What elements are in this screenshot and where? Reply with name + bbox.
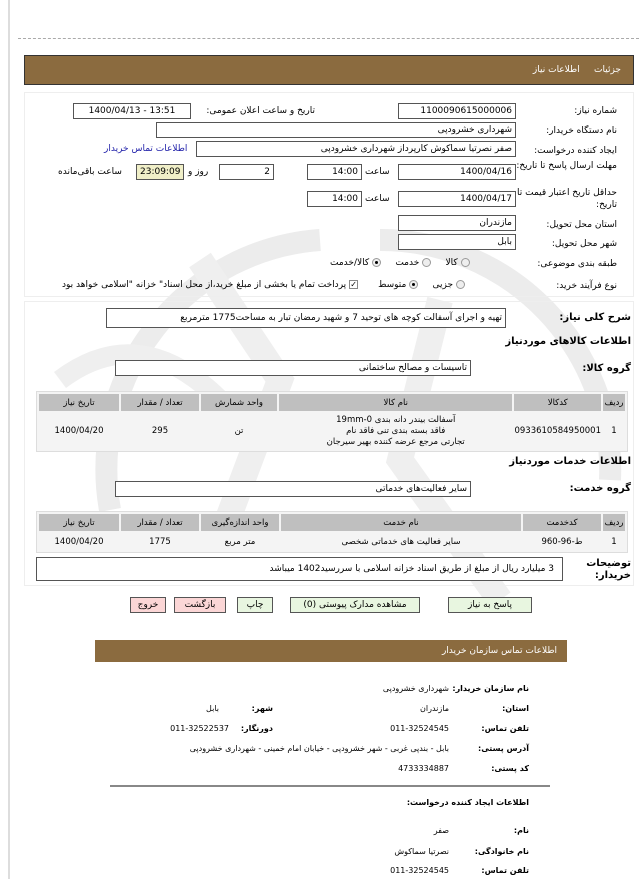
left-border (8, 0, 10, 879)
announce-label: تاریخ و ساعت اعلان عمومی: (206, 106, 315, 116)
payment-checkbox[interactable]: ✓ (350, 280, 357, 289)
remaining-label: ساعت باقی‌مانده (58, 167, 122, 177)
cell-date: 1400/04/20 (39, 413, 119, 449)
process-label: نوع فرآیند خرید: (556, 281, 617, 291)
days-label: روز و (188, 167, 209, 177)
process-radios (62, 279, 465, 291)
validity-time-field: 14:00 (307, 191, 362, 207)
radio-goods-label: کالا (445, 258, 458, 268)
buyer-label: نام دستگاه خریدار: (546, 126, 617, 136)
days-field: 2 (219, 164, 274, 180)
services-group-field: سایر فعالیت‌های خدماتی (115, 481, 471, 497)
phone-label: تلفن تماس: (481, 724, 529, 733)
services-group-label: گروه خدمت: (569, 483, 631, 494)
goods-group-label: گروه کالا: (582, 363, 631, 374)
goods-table (36, 391, 628, 452)
deadline-label: مهلت ارسال پاسخ تا تاریخ: (516, 161, 617, 171)
cell-date: 1400/04/20 (39, 533, 119, 550)
family-value: نصرتیا سماکوش (394, 847, 449, 856)
goods-group-field: تاسیسات و مصالح ساختمانی (115, 360, 471, 376)
creator-field: صفر نصرتیا سماکوش کارپرداز شهرداری خشرودپی (196, 141, 516, 157)
org-value: شهرداری خشرودپی (382, 684, 449, 693)
contact-city-label: شهر: (251, 704, 273, 713)
col-qty: تعداد / مقدار (121, 394, 199, 411)
creator-label: ایجاد کننده درخواست: (534, 146, 617, 156)
goods-title: اطلاعات کالاهای موردنیاز (505, 336, 631, 347)
radio-service-label: خدمت (395, 258, 420, 268)
name-value: صفر (433, 826, 449, 835)
deadline-time-field: 14:00 (307, 164, 362, 180)
col-unit: واحد اندازه‌گیری (201, 514, 279, 531)
cell-row: 1 (603, 533, 625, 550)
cell-row: 1 (603, 413, 625, 449)
cell-code: 0933610584950001 (514, 413, 601, 449)
col-name: نام کالا (279, 394, 512, 411)
radio-service[interactable] (422, 258, 431, 267)
table-row (39, 533, 625, 550)
cell-unit: متر مربع (201, 533, 279, 550)
cell-unit: تن (201, 413, 277, 449)
cell-name (279, 413, 512, 449)
goods-table-header (39, 394, 625, 411)
contact-title: اطلاعات تماس سازمان خریدار (441, 646, 557, 656)
remaining-time-field: 23:09:09 (136, 164, 184, 180)
deadline-time-label: ساعت (365, 167, 390, 177)
print-button[interactable]: چاپ (237, 597, 273, 613)
description-label: شرح کلی نیاز: (559, 312, 631, 323)
city-label: شهر محل تحویل: (551, 239, 617, 249)
description-field: تهیه و اجرای آسفالت کوچه های توحید 7 و شهید رمضان تبار به مساحت1775 مترمربع (106, 308, 506, 328)
city-field: بابل (398, 234, 516, 250)
need-number-field: 1100090615000006 (398, 103, 516, 119)
col-code: کدخدمت (523, 514, 601, 531)
contact-province: مازندران (420, 704, 449, 713)
cell-name: سایر فعالیت های خدماتی شخصی (281, 533, 521, 550)
contact-title-bar (95, 640, 567, 662)
validity-label: حداقل تاریخ اعتبار قیمت تا تاریخ: (517, 188, 617, 210)
radio-goods-service[interactable] (372, 258, 381, 267)
col-date: تاریخ نیاز (39, 394, 119, 411)
notes-label: توضیحات خریدار: (586, 558, 631, 581)
view-attachments-button[interactable]: مشاهده مدارک پیوستی (0) (290, 597, 420, 613)
buyer-field: شهرداری خشرودپی (156, 122, 516, 138)
creator-info-title: اطلاعات ایجاد کننده درخواست: (406, 798, 529, 807)
postal-value: 4733334887 (398, 764, 449, 773)
services-table-header (39, 514, 625, 531)
fax-value: 011-32522537 (170, 724, 229, 733)
phone-value: 011-32524545 (390, 724, 449, 733)
validity-date-field: 1400/04/17 (398, 191, 516, 207)
address-label: آدرس پستی: (478, 744, 529, 753)
tab-details[interactable]: جزئیات (594, 65, 621, 75)
back-button[interactable]: بازگشت (174, 597, 226, 613)
need-number-label: شماره نیاز: (574, 106, 617, 116)
col-row: ردیف (603, 514, 625, 531)
col-qty: تعداد / مقدار (121, 514, 199, 531)
col-unit: واحد شمارش (201, 394, 277, 411)
notes-field: 3 میلیارد ریال از مبلغ از طریق اسناد خزانه اسلامی با سررسید1402 میباشد (36, 557, 563, 581)
radio-minor[interactable] (456, 280, 465, 289)
category-radios (330, 257, 470, 269)
exit-button[interactable]: خروج (130, 597, 166, 613)
cell-name-line: فاقد بسته بندی تنی فاقد نام (346, 425, 446, 436)
cell-name-line: آسفالت بیندر دانه بندی 0-19mm (336, 414, 456, 425)
radio-medium[interactable] (409, 280, 418, 289)
col-name: نام خدمت (281, 514, 521, 531)
creator-phone-label: تلفن تماس: (481, 866, 529, 875)
contact-divider (110, 785, 550, 787)
validity-time-label: ساعت (365, 194, 390, 204)
category-label: طبقه بندی موضوعی: (537, 259, 617, 269)
col-date: تاریخ نیاز (39, 514, 119, 531)
table-row (39, 413, 625, 449)
fax-label: دورنگار: (240, 724, 273, 733)
address-value: بابل - بندپی غربی - شهر خشرودپی - خیابان امام خمینی - شهرداری خشرودپی (189, 744, 449, 753)
cell-qty: 1775 (121, 533, 199, 550)
org-label: نام سازمان خریدار: (452, 684, 529, 693)
contact-city: بابل (206, 704, 219, 713)
payment-note: پرداخت تمام یا بخشی از مبلغ خرید،از محل اسناد" خزانه "اسلامی خواهد بود (62, 280, 347, 290)
page-header-bar (24, 55, 634, 85)
radio-minor-label: جزیی (432, 280, 454, 290)
col-row: ردیف (603, 394, 625, 411)
postal-label: کد پستی: (491, 764, 529, 773)
creator-phone-value: 011-32524545 (390, 866, 449, 875)
deadline-date-field: 1400/04/16 (398, 164, 516, 180)
cell-name-line: تجارتی مرجع عرضه کننده بهیر سیرجان (326, 436, 465, 447)
radio-goods[interactable] (461, 258, 470, 267)
col-code: کدکالا (514, 394, 601, 411)
radio-medium-label: متوسط (378, 280, 407, 290)
contact-province-label: استان: (502, 704, 529, 713)
cell-qty: 295 (121, 413, 199, 449)
province-label: استان محل تحویل: (546, 220, 617, 230)
announce-field: 1400/04/13 - 13:51 (73, 103, 191, 119)
province-field: مازندران (398, 215, 516, 231)
dashed-divider (18, 38, 639, 39)
family-label: نام خانوادگی: (474, 847, 529, 856)
services-table (36, 511, 628, 553)
buyer-contact-link[interactable]: اطلاعات تماس خریدار (104, 144, 188, 154)
name-label: نام: (513, 826, 529, 835)
tab-need-info[interactable]: اطلاعات نیاز (532, 65, 580, 75)
services-title: اطلاعات خدمات موردنیاز (509, 456, 631, 467)
reply-button[interactable]: پاسخ به نیاز (448, 597, 532, 613)
radio-goods-service-label: کالا/خدمت (330, 258, 370, 268)
cell-code: ط-96-960 (523, 533, 601, 550)
